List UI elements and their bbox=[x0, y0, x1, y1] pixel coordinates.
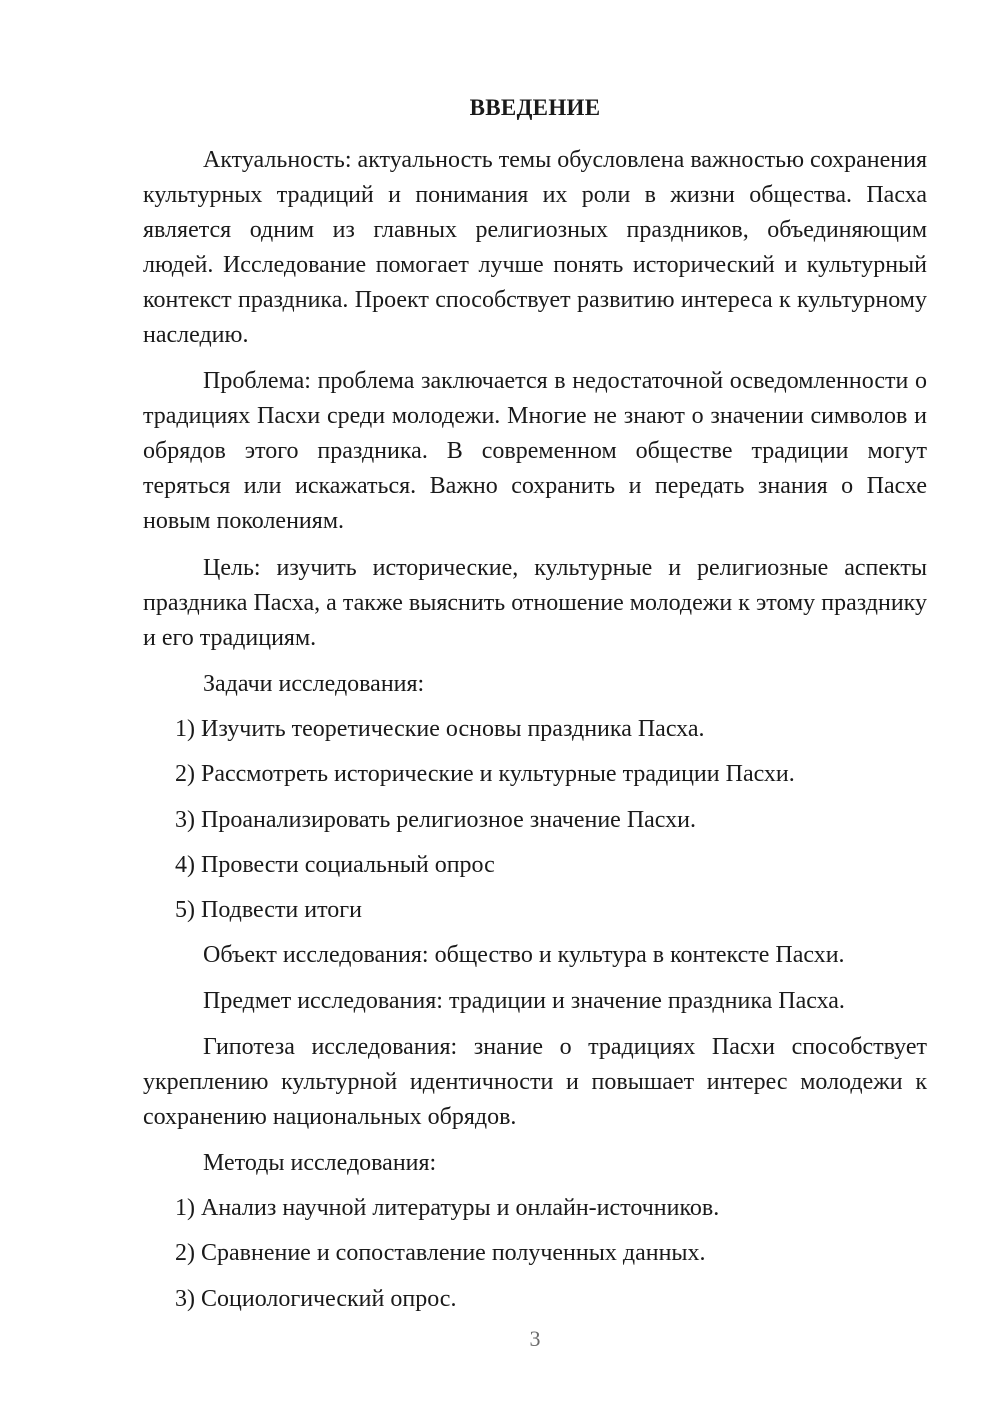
object-line: Объект исследования: общество и культура в контексте Пасхи. bbox=[203, 942, 845, 968]
goal-paragraph: Цель: изучить исторические, культурные и религиозные аспекты праздника Пасха, а также выяснить отношение молодежи к этому празднику и его традициям. bbox=[143, 555, 927, 651]
subject-line: Предмет исследования: традиции и значение праздника Пасха. bbox=[203, 988, 845, 1014]
tasks-title: Задачи исследования: bbox=[203, 671, 425, 697]
relevance-paragraph: Актуальность: актуальность темы обусловлена важностью сохранения культурных традиций и понимания их роли в жизни общества. Пасха является одним из главных религиозных праздников, объединяющим людей. Исследование помогает лучше понять исторический и культурный контекст праздника. Проект способствует развитию интереса к культурному наследию. bbox=[143, 147, 927, 348]
list-item-task-4: 4) Провести социальный опрос bbox=[175, 852, 495, 878]
hypothesis-paragraph: Гипотеза исследования: знание о традициях Пасхи способствует укреплению культурной идентичности и повышает интерес молодежи к сохранению национальных обрядов. bbox=[143, 1034, 927, 1130]
list-item-method-3: 3) Социологический опрос. bbox=[175, 1286, 457, 1312]
list-item-method-1: 1) Анализ научной литературы и онлайн-источников. bbox=[175, 1195, 720, 1221]
section-heading: ВВЕДЕНИЕ bbox=[469, 95, 601, 120]
list-item-task-3: 3) Проанализировать религиозное значение Пасхи. bbox=[175, 807, 696, 833]
list-item-task-2: 2) Рассмотреть исторические и культурные традиции Пасхи. bbox=[175, 761, 795, 787]
page-number: 3 bbox=[529, 1326, 541, 1351]
list-item-task-1: 1) Изучить теоретические основы праздника Пасха. bbox=[175, 716, 705, 742]
list-item-method-2: 2) Сравнение и сопоставление полученных данных. bbox=[175, 1240, 706, 1266]
list-item-task-5: 5) Подвести итоги bbox=[175, 897, 362, 923]
problem-paragraph: Проблема: проблема заключается в недостаточной осведомленности о традициях Пасхи среди молодежи. Многие не знают о значении символов и обрядов этого праздника. В современном обществе традиции могут теряться или искажаться. Важно сохранить и передать знания о Пасхе новым поколениям. bbox=[143, 368, 927, 534]
methods-title: Методы исследования: bbox=[203, 1150, 437, 1176]
